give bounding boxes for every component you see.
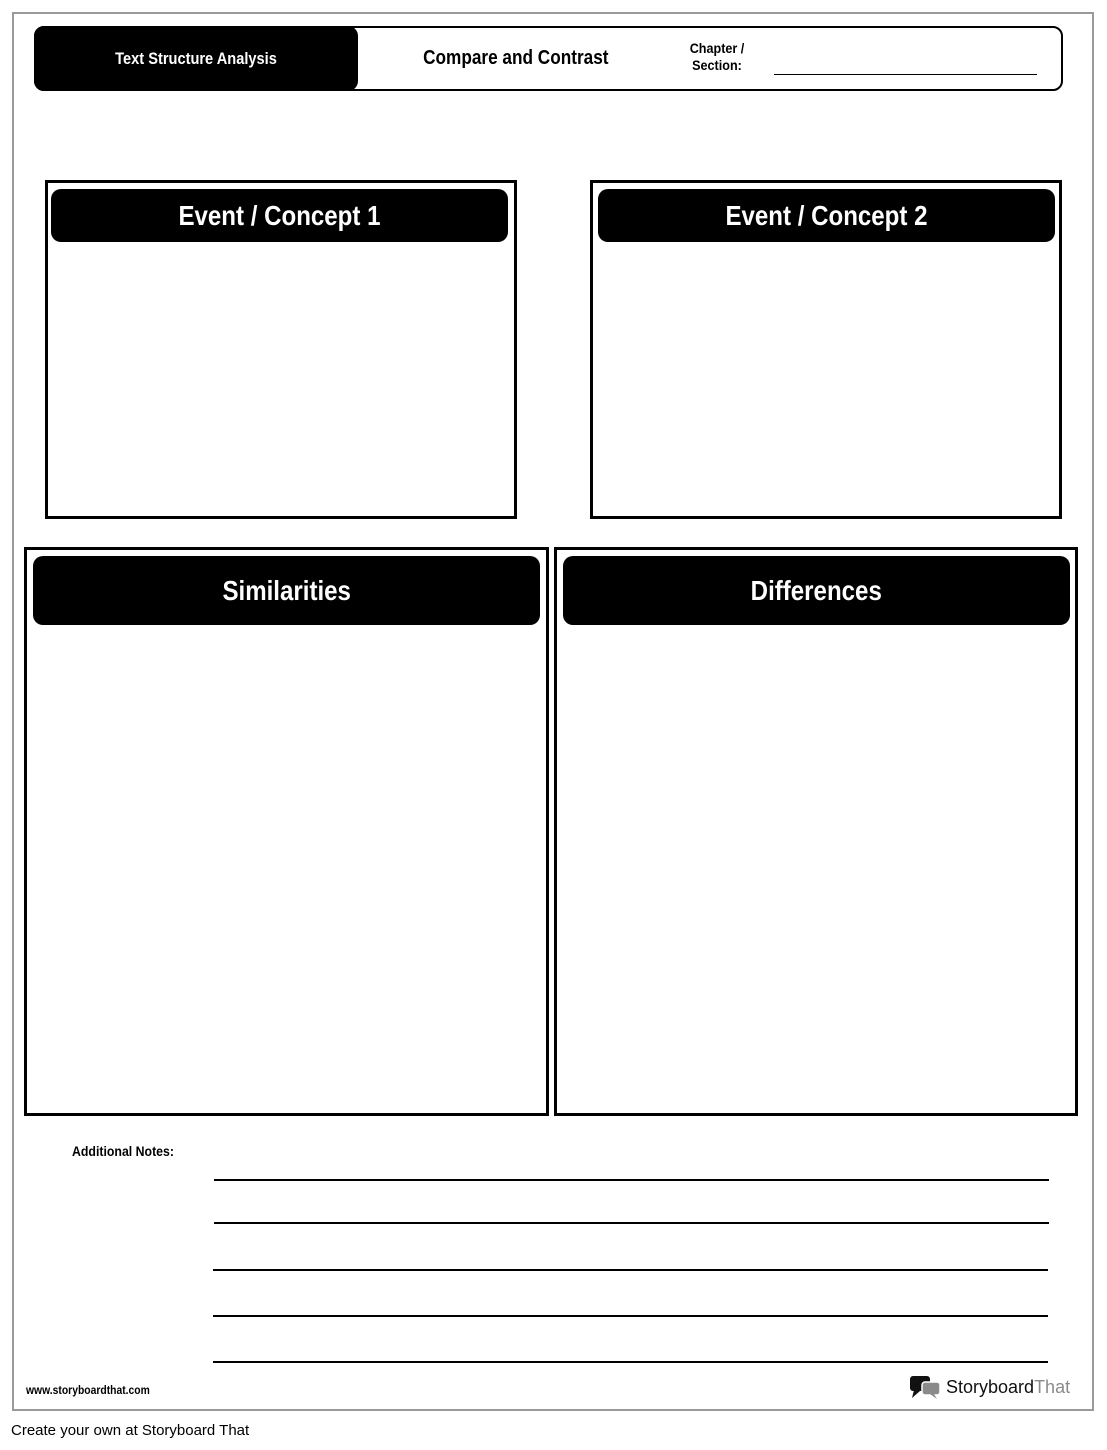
storyboardthat-logo[interactable] <box>908 1374 1070 1400</box>
note-line-1[interactable] <box>214 1179 1049 1181</box>
chapter-section-label <box>676 40 758 74</box>
concept2-header <box>598 189 1055 242</box>
similarities-box[interactable] <box>24 547 549 1116</box>
worksheet-title: Text Structure Analysis <box>115 48 277 68</box>
chapter-section-field[interactable] <box>774 74 1037 75</box>
site-url[interactable]: www.storyboardthat.com <box>26 1385 150 1397</box>
logo-wordmark <box>946 1377 1070 1398</box>
similarities-header <box>33 556 540 625</box>
note-line-2[interactable] <box>214 1222 1049 1224</box>
concept1-header <box>51 189 508 242</box>
logo-suffix-text: That <box>1034 1376 1071 1397</box>
note-line-3[interactable] <box>213 1269 1048 1271</box>
concept2-title: Event / Concept 2 <box>725 199 928 231</box>
note-line-5[interactable] <box>213 1361 1048 1363</box>
similarities-title: Similarities <box>222 574 351 606</box>
speech-bubbles-icon <box>908 1374 942 1400</box>
additional-notes-label: Additional Notes: <box>72 1143 174 1159</box>
worksheet-subtitle-wrap <box>400 44 632 72</box>
concept1-title: Event / Concept 1 <box>178 199 381 231</box>
differences-title: Differences <box>750 574 883 606</box>
chapter-label-line2: Section: <box>692 57 742 73</box>
differences-box[interactable] <box>554 547 1078 1116</box>
worksheet-subtitle: Compare and Contrast <box>423 46 609 69</box>
note-line-4[interactable] <box>213 1315 1048 1317</box>
create-your-own-link[interactable]: Create your own at Storyboard That <box>11 1422 250 1439</box>
chapter-label-line1: Chapter / <box>689 40 745 56</box>
header-title-panel <box>34 26 358 91</box>
logo-main-text: Storyboard <box>946 1376 1035 1397</box>
differences-header <box>563 556 1070 625</box>
